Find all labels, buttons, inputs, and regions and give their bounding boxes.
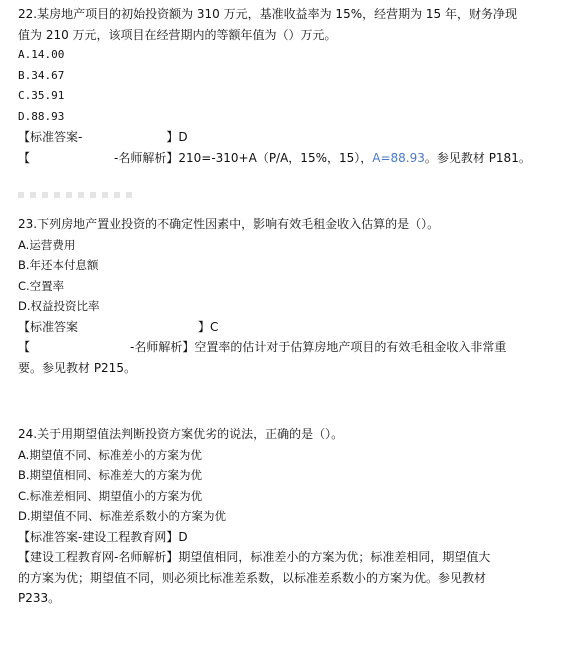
question-24-option-d: D.期望值不同、标准差系数小的方案为优 xyxy=(18,509,227,523)
question-22-stem-line2: 值为 210 万元，该项目在经营期内的等额年值为（）万元。 xyxy=(18,27,337,42)
question-22-option-d: D.88.93 xyxy=(18,109,65,123)
analysis-label: -名师解析】 xyxy=(114,150,179,165)
question-24 xyxy=(18,424,576,609)
question-24-option-c: C.标准差相同、期望值小的方案为优 xyxy=(18,488,203,503)
question-24-option-b: B.期望值相同、标准差大的方案为优 xyxy=(18,468,203,482)
analysis-text: 空置率的估计对于估算房地产项目的有效毛租金收入非常重 xyxy=(194,340,507,354)
question-24-stem: 24.关于用期望值法判断投资方案优劣的说法，正确的是（）。 xyxy=(18,427,344,441)
question-23-option-a: A.运营费用 xyxy=(18,237,76,252)
question-24-option-a: A.期望值不同、标准差小的方案为优 xyxy=(18,447,202,462)
question-23-option-c: C.空置率 xyxy=(18,278,65,293)
question-23-stem: 23.下列房地产置业投资的不确定性因素中，影响有效毛租金收入估算的是（）。 xyxy=(18,217,440,231)
question-24-analysis-line2: 的方案为优；期望值不同，则必须比标准差系数，以标准差系数小的方案为优。参见教材 xyxy=(18,570,487,585)
question-24-answer: 【标准答案-建设工程教育网】D xyxy=(18,529,188,544)
scan-artifact xyxy=(18,192,138,198)
question-22-option-a: A.14.00 xyxy=(18,48,65,61)
question-23-analysis-line1 xyxy=(18,337,576,358)
analysis-formula: 210=-310+A（P/A，15%，15）， xyxy=(178,150,373,165)
question-24-analysis-line1: 【建设工程教育网-名师解析】期望值相同，标准差小的方案为优；标准差相同，期望值大 xyxy=(18,550,491,564)
analysis-open-bracket: 【 xyxy=(18,150,31,165)
answer-label: 【标准答案- xyxy=(18,130,83,144)
question-22 xyxy=(18,4,576,168)
question-22-answer xyxy=(18,127,576,148)
analysis-result: A=88.93 xyxy=(372,150,425,165)
analysis-open-bracket: 【 xyxy=(18,340,31,354)
question-23-option-b: B.年还本付息额 xyxy=(18,258,99,272)
question-23-option-d: D.权益投资比率 xyxy=(18,299,100,313)
question-22-stem-line1: 22.某房地产项目的初始投资额为 310 万元，基准收益率为 15%，经营期为 15 年，财务净现 xyxy=(18,7,518,21)
answer-value: 】C xyxy=(198,319,219,334)
analysis-reference: 。参见教材 P181。 xyxy=(424,150,531,165)
question-24-analysis-line3: P233。 xyxy=(18,591,61,605)
question-22-analysis xyxy=(18,148,576,169)
question-23-answer xyxy=(18,317,576,338)
analysis-label: -名师解析】 xyxy=(130,340,195,354)
question-22-option-b: B.34.67 xyxy=(18,68,65,82)
question-23-analysis-line2: 要。参见教材 P215。 xyxy=(18,360,136,375)
question-22-option-c: C.35.91 xyxy=(18,89,65,102)
answer-label: 【标准答案 xyxy=(18,319,79,334)
answer-value: 】D xyxy=(166,130,188,144)
question-23 xyxy=(18,214,576,378)
